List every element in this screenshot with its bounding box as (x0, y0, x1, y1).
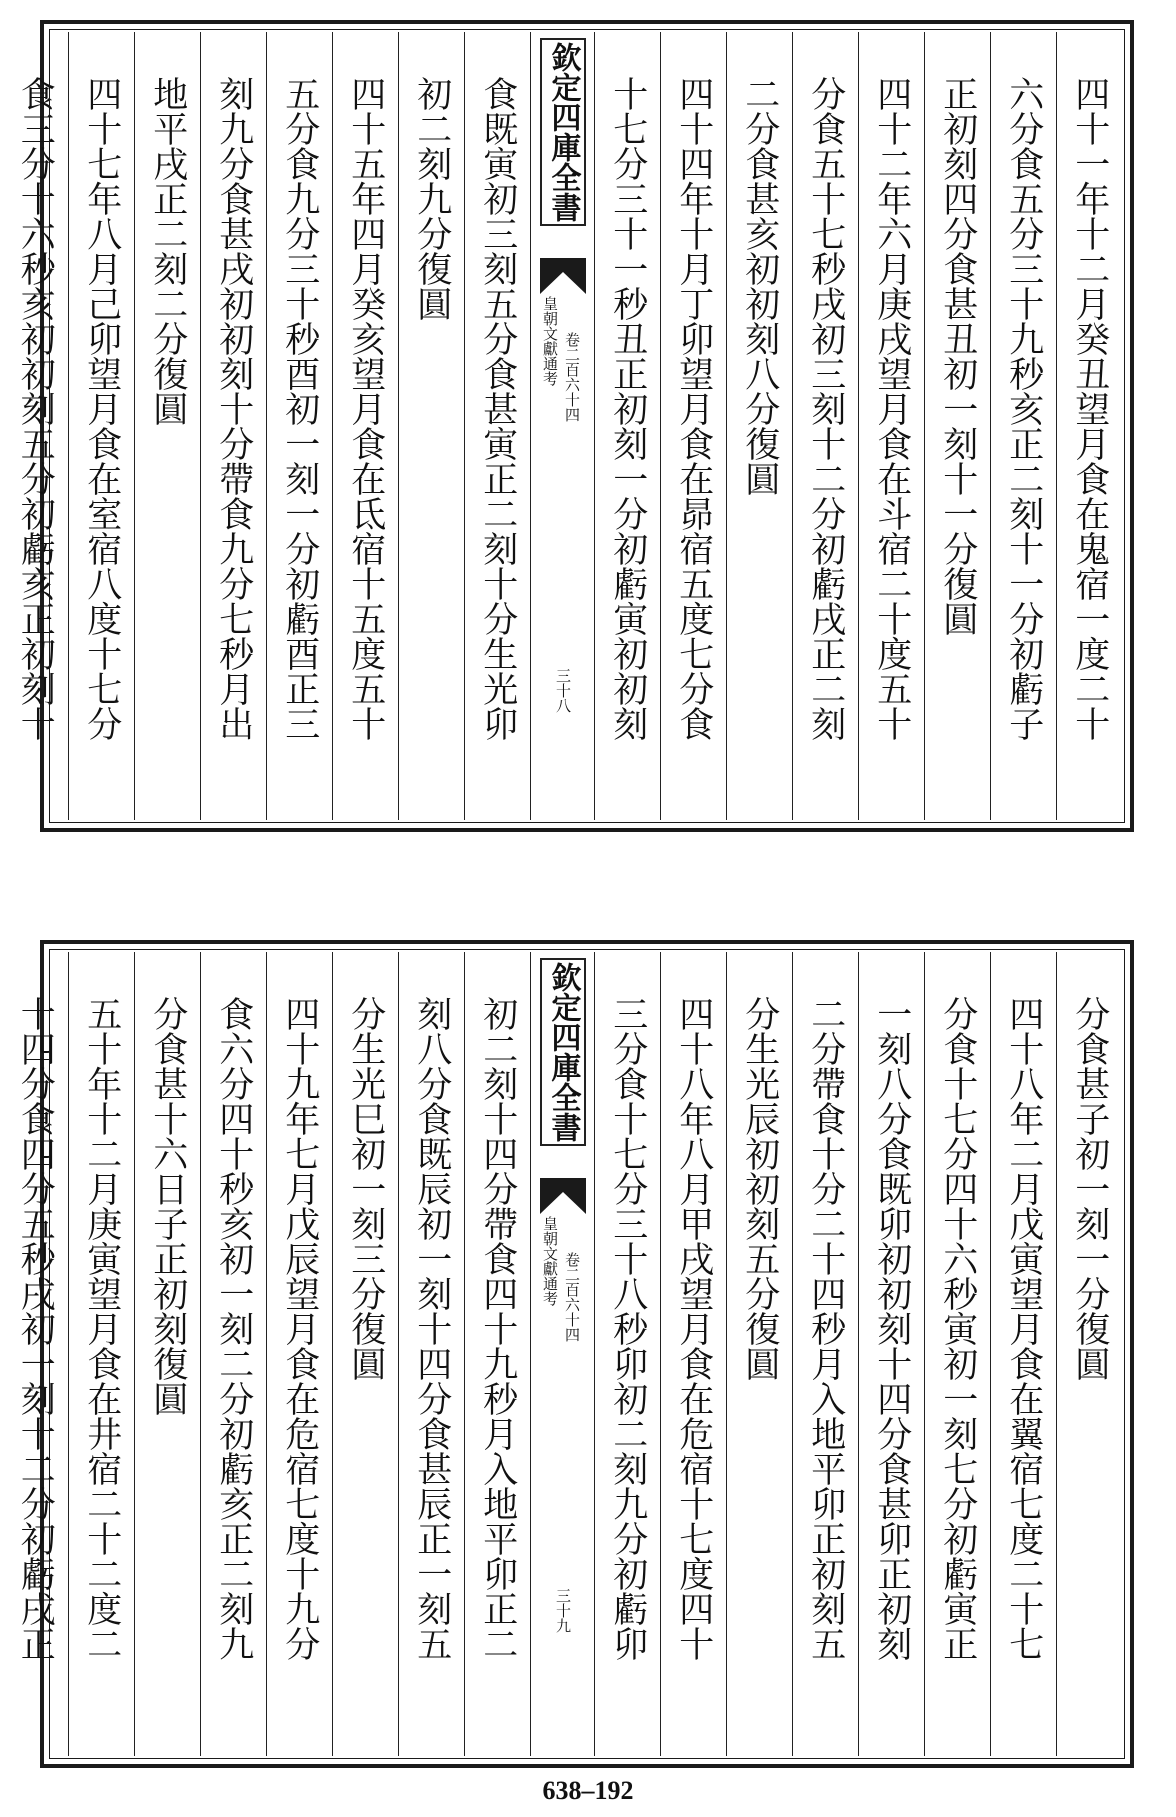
gutter-folio-number: 三十八 (554, 668, 572, 713)
text-column: 四十八年八月甲戌望月食在危宿十七度四十 (660, 952, 726, 1756)
text-column: 初二刻十四分帶食四十九秒月入地平卯正二 (464, 952, 530, 1756)
gutter-book-title: 皇朝文獻通考 (541, 296, 559, 386)
text-column: 三分食十七分三十八秒卯初二刻九分初虧卯 (594, 952, 660, 1756)
bottom-page (15, 940, 1134, 1768)
center-gutter (530, 32, 594, 820)
text-column: 四十二年六月庚戌望月食在斗宿二十度五十 (858, 32, 924, 820)
text-column: 十七分三十一秒丑正初刻一分初虧寅初初刻 (594, 32, 660, 820)
text-column: 正初刻四分食甚丑初一刻十一分復圓 (924, 32, 990, 820)
text-column: 分食甚子初一刻一分復圓 (1056, 952, 1122, 1756)
gutter-volume: 卷二百六十四 (563, 332, 581, 422)
text-column: 分生光巳初一刻三分復圓 (332, 952, 398, 1756)
text-column: 刻九分食甚戌初初刻十分帶食九分七秒月出 (200, 32, 266, 820)
text-column: 分食十七分四十六秒寅初一刻七分初虧寅正 (924, 952, 990, 1756)
gutter-book-title: 皇朝文獻通考 (541, 1216, 559, 1306)
text-column: 分食甚十六日子正初刻復圓 (134, 952, 200, 1756)
text-column: 地平戌正二刻二分復圓 (134, 32, 200, 820)
text-column: 初二刻九分復圓 (398, 32, 464, 820)
text-column: 食三分十六秒亥初初刻五分初虧亥正初刻十 (15, 76, 56, 741)
top-page (15, 20, 1134, 832)
text-column: 分生光辰初初刻五分復圓 (726, 952, 792, 1756)
top-page-columns (15, 32, 1122, 820)
text-column: 十四分食四分五秒戌初一刻十二分初虧戌正 (15, 996, 56, 1661)
gutter-folio-number: 三十九 (554, 1588, 572, 1633)
text-column: 五十年十二月庚寅望月食在井宿二十二度二 (68, 952, 134, 1756)
text-column: 四十五年四月癸亥望月食在氐宿十五度五十 (332, 32, 398, 820)
gutter-volume: 卷二百六十四 (563, 1252, 581, 1342)
fishtail-mark-icon (540, 1178, 586, 1214)
center-gutter (530, 952, 594, 1756)
text-column: 四十七年八月己卯望月食在室宿八度十七分 (68, 32, 134, 820)
text-column: 五分食九分三十秒酉初一刻一分初虧酉正三 (266, 32, 332, 820)
text-column: 四十四年十月丁卯望月食在昴宿五度七分食 (660, 32, 726, 820)
fishtail-mark-icon (540, 258, 586, 294)
gutter-title: 欽定四庫全書 (540, 38, 586, 226)
bottom-page-columns (15, 952, 1122, 1756)
text-column: 四十八年二月戊寅望月食在翼宿七度二十七 (990, 952, 1056, 1756)
text-column: 二分食甚亥初初刻八分復圓 (726, 32, 792, 820)
page-number: 638–192 (542, 1776, 634, 1805)
text-column: 食既寅初三刻五分食甚寅正二刻十分生光卯 (464, 32, 530, 820)
text-column: 四十一年十二月癸丑望月食在鬼宿一度二十 (1056, 32, 1122, 820)
text-column: 分食五十七秒戌初三刻十二分初虧戌正二刻 (792, 32, 858, 820)
text-column: 食六分四十秒亥初一刻二分初虧亥正二刻九 (200, 952, 266, 1756)
text-column: 一刻八分食既卯初初刻十四分食甚卯正初刻 (858, 952, 924, 1756)
text-column: 二分帶食十分二十四秒月入地平卯正初刻五 (792, 952, 858, 1756)
text-column: 四十九年七月戊辰望月食在危宿七度十九分 (266, 952, 332, 1756)
text-column: 刻八分食既辰初一刻十四分食甚辰正一刻五 (398, 952, 464, 1756)
text-column: 六分食五分三十九秒亥正二刻十一分初虧子 (990, 32, 1056, 820)
gutter-title: 欽定四庫全書 (540, 958, 586, 1146)
